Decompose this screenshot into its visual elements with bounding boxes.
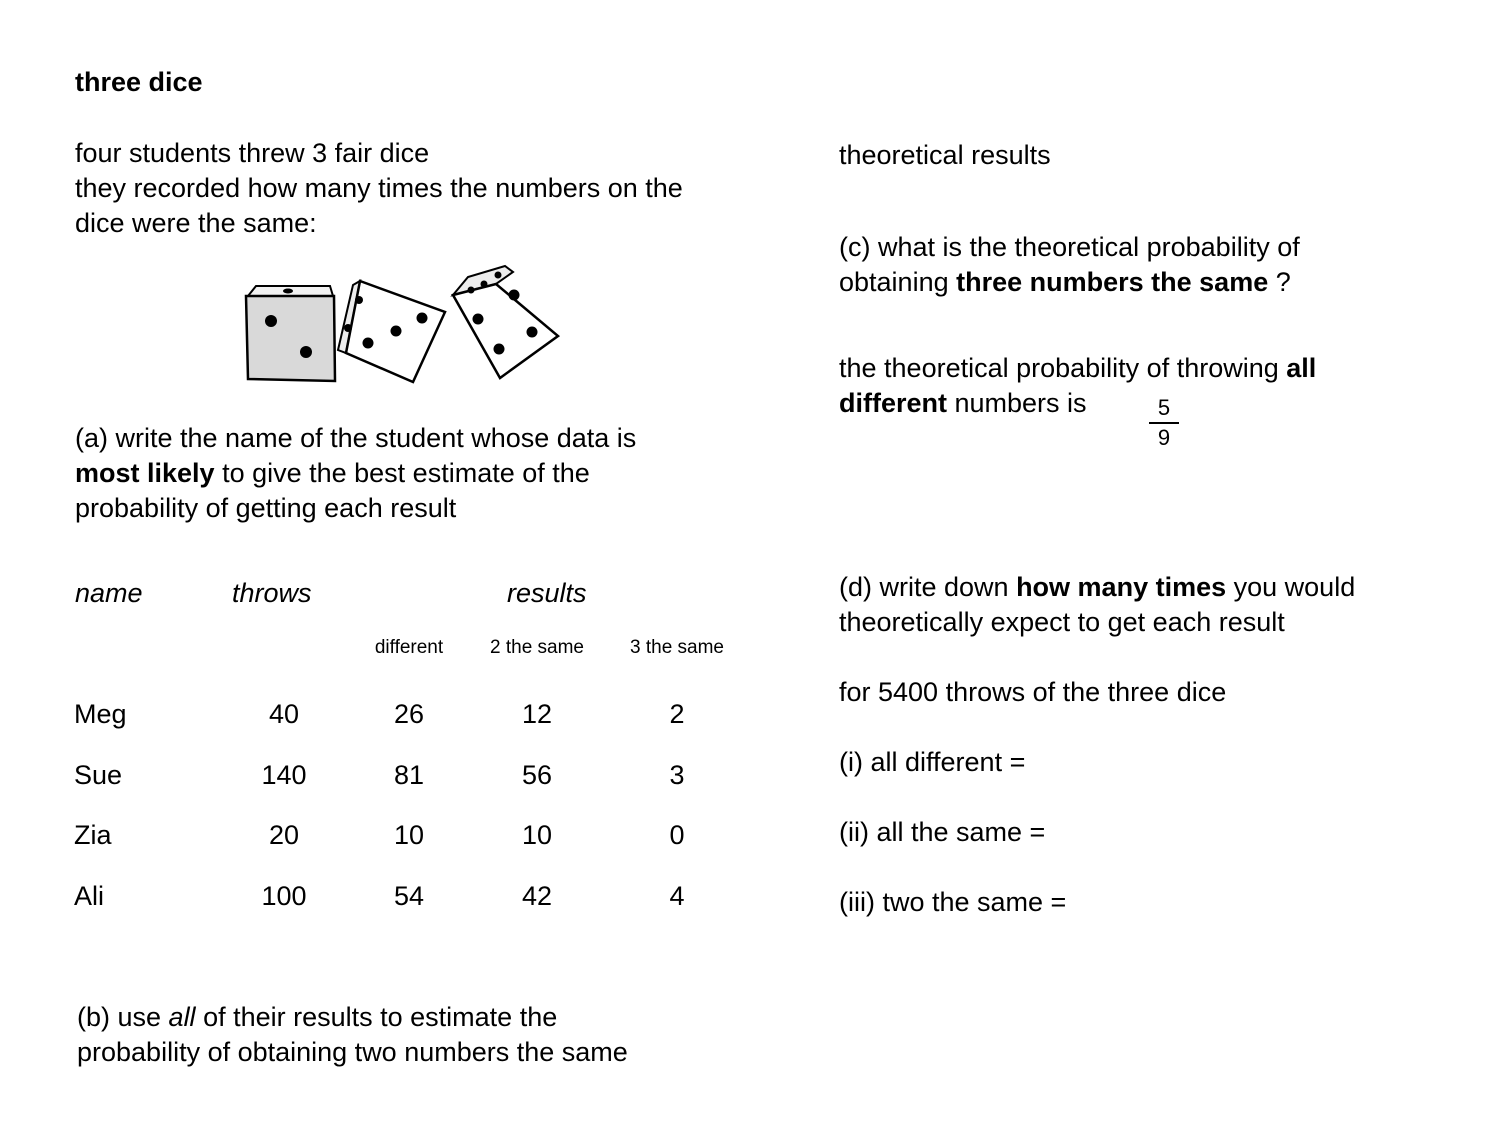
answer-all-same: (ii) all the same = [839, 817, 1046, 847]
all-different-line-2 [839, 386, 1316, 421]
all-different-prefix: the theoretical probability of throwing [839, 353, 1287, 383]
row-three-same: 3 [669, 760, 685, 790]
row-throws: 20 [268, 820, 300, 850]
subheader-three-same: 3 the same [630, 637, 724, 658]
question-b-line-2: probability of obtaining two numbers the same [77, 1037, 628, 1067]
question-c-suffix: ? [1268, 267, 1291, 297]
all-different-line-1 [839, 351, 1316, 386]
question-c-line-1: (c) what is the theoretical probability of [839, 232, 1300, 262]
question-a [75, 421, 636, 526]
intro-line-2: they recorded how many times the numbers on the [75, 173, 683, 203]
row-name: Sue [74, 760, 123, 790]
question-c-prefix: obtaining [839, 267, 957, 297]
die-left-icon [246, 286, 335, 381]
question-d-suffix: you would [1226, 572, 1356, 602]
question-b-suffix: of their results to estimate the [195, 1002, 558, 1032]
question-d-line-1 [839, 570, 1355, 605]
row-two-same: 56 [521, 760, 553, 790]
fraction-denominator: 9 [1157, 425, 1171, 450]
intro-text [75, 136, 683, 241]
emphasis-most-likely: most likely [75, 458, 215, 488]
page-title: three dice [75, 67, 203, 97]
row-name: Meg [74, 699, 127, 729]
all-different-suffix: numbers is [947, 388, 1087, 418]
question-a-line-3: probability of getting each result [75, 493, 457, 523]
row-name: Zia [74, 820, 112, 850]
answer-two-same: (iii) two the same = [839, 887, 1067, 917]
emphasis-all: all [168, 1002, 196, 1032]
row-two-same: 10 [521, 820, 553, 850]
three-dice-illustration [240, 262, 565, 387]
answer-all-different: (i) all different = [839, 747, 1026, 777]
row-throws: 140 [261, 760, 307, 790]
emphasis-different: different [839, 388, 947, 418]
die-right-icon [453, 266, 558, 378]
emphasis-all: all [1286, 353, 1317, 383]
row-name: Ali [74, 881, 105, 911]
all-different-statement [839, 351, 1316, 421]
row-three-same: 2 [669, 699, 685, 729]
row-two-same: 42 [521, 881, 553, 911]
question-a-line-2 [75, 456, 636, 491]
throws-count-line: for 5400 throws of the three dice [839, 677, 1227, 707]
row-three-same: 4 [669, 881, 685, 911]
question-b-line-1 [77, 1000, 628, 1035]
emphasis-three-numbers-same: three numbers the same [956, 267, 1269, 297]
question-b-prefix: (b) use [77, 1002, 169, 1032]
row-different: 54 [393, 881, 425, 911]
row-different: 10 [393, 820, 425, 850]
question-a-line-2-rest: to give the best estimate of the [214, 458, 590, 488]
theoretical-heading: theoretical results [839, 140, 1051, 170]
question-a-line-1: (a) write the name of the student whose data is [75, 423, 637, 453]
question-c [839, 230, 1300, 300]
die-middle-icon [338, 281, 445, 382]
table-header-name: name [75, 578, 143, 608]
intro-line-1: four students threw 3 fair dice [75, 138, 430, 168]
row-different: 26 [393, 699, 425, 729]
row-three-same: 0 [669, 820, 685, 850]
table-header-throws: throws [232, 578, 312, 608]
emphasis-how-many-times: how many times [1016, 572, 1227, 602]
question-b [77, 1000, 628, 1070]
intro-line-3: dice were the same: [75, 208, 317, 238]
question-d-prefix: (d) write down [839, 572, 1017, 602]
question-c-line-2 [839, 265, 1300, 300]
subheader-different: different [374, 637, 444, 658]
fraction-bar [1149, 422, 1179, 424]
row-two-same: 12 [521, 699, 553, 729]
subheader-two-same: 2 the same [490, 637, 584, 658]
question-d [839, 570, 1355, 640]
row-throws: 40 [268, 699, 300, 729]
table-header-results: results [507, 578, 587, 608]
fraction-numerator: 5 [1157, 395, 1171, 420]
question-d-line-2: theoretically expect to get each result [839, 607, 1285, 637]
row-different: 81 [393, 760, 425, 790]
row-throws: 100 [261, 881, 307, 911]
